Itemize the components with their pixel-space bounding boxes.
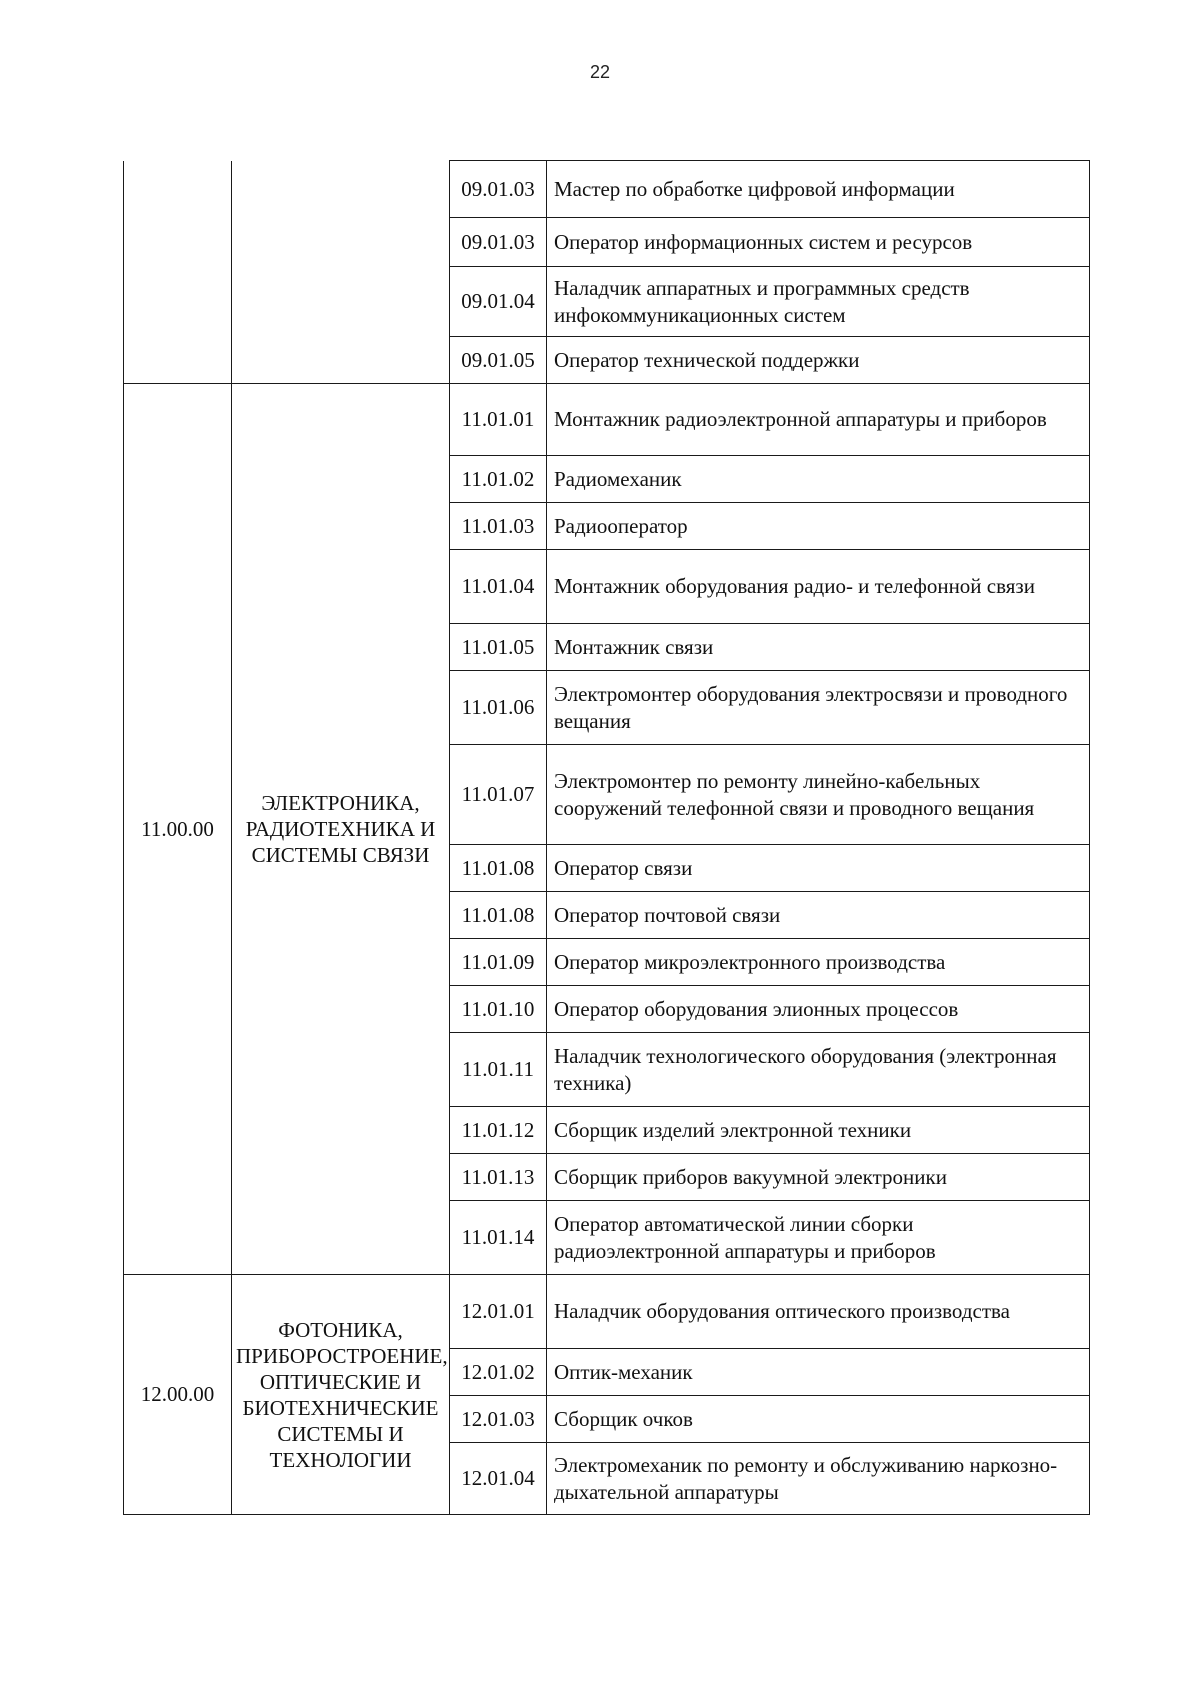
page-number: 22 (589, 62, 611, 82)
group-name-cell: ФОТОНИКА, ПРИБОРОСТРОЕНИЕ, ОПТИЧЕСКИЕ И БИОТЕХНИЧЕСКИЕ СИСТЕМЫ И ТЕХНОЛОГИИ (232, 1275, 450, 1515)
profession-code: 11.01.08 (450, 892, 547, 939)
profession-name: Оператор технической поддержки (547, 337, 1090, 384)
profession-code: 11.01.04 (450, 550, 547, 624)
table-row (124, 384, 1090, 456)
profession-name: Электромеханик по ремонту и обслуживанию наркозно-дыхательной аппаратуры (547, 1443, 1090, 1515)
profession-code: 11.01.07 (450, 745, 547, 845)
group-name-cell (232, 161, 450, 384)
profession-code: 11.01.03 (450, 503, 547, 550)
profession-name: Радиооператор (547, 503, 1090, 550)
profession-code: 09.01.04 (450, 267, 547, 337)
profession-code: 11.01.09 (450, 939, 547, 986)
table-row (124, 161, 1090, 218)
profession-code: 11.01.13 (450, 1154, 547, 1201)
profession-name: Сборщик очков (547, 1396, 1090, 1443)
profession-name: Электромонтер по ремонту линейно-кабельных сооружений телефонной связи и проводного вещания (547, 745, 1090, 845)
profession-name: Оператор почтовой связи (547, 892, 1090, 939)
profession-name: Сборщик изделий электронной техники (547, 1107, 1090, 1154)
profession-name: Монтажник радиоэлектронной аппаратуры и приборов (547, 384, 1090, 456)
profession-name: Оператор связи (547, 845, 1090, 892)
profession-name: Наладчик оборудования оптического производства (547, 1275, 1090, 1349)
profession-code: 09.01.03 (450, 161, 547, 218)
profession-code: 12.01.01 (450, 1275, 547, 1349)
group-code-cell: 11.00.00 (124, 384, 232, 1275)
profession-code: 11.01.06 (450, 671, 547, 745)
profession-name: Монтажник оборудования радио- и телефонной связи (547, 550, 1090, 624)
profession-name: Радиомеханик (547, 456, 1090, 503)
profession-code: 11.01.11 (450, 1033, 547, 1107)
table-row (124, 1275, 1090, 1349)
profession-name: Оператор микроэлектронного производства (547, 939, 1090, 986)
profession-name: Электромонтер оборудования электросвязи и проводного вещания (547, 671, 1090, 745)
profession-code: 11.01.02 (450, 456, 547, 503)
profession-code: 11.01.01 (450, 384, 547, 456)
profession-code: 11.01.12 (450, 1107, 547, 1154)
group-code-cell: 12.00.00 (124, 1275, 232, 1515)
profession-name: Мастер по обработке цифровой информации (547, 161, 1090, 218)
profession-code: 12.01.04 (450, 1443, 547, 1515)
profession-name: Оптик-механик (547, 1349, 1090, 1396)
profession-name: Наладчик аппаратных и программных средств инфокоммуникационных систем (547, 267, 1090, 337)
profession-code: 11.01.05 (450, 624, 547, 671)
profession-code: 11.01.10 (450, 986, 547, 1033)
profession-code: 12.01.03 (450, 1396, 547, 1443)
profession-code: 09.01.05 (450, 337, 547, 384)
profession-name: Монтажник связи (547, 624, 1090, 671)
group-code-cell (124, 161, 232, 384)
profession-name: Оператор оборудования элионных процессов (547, 986, 1090, 1033)
profession-name: Оператор автоматической линии сборки радиоэлектронной аппаратуры и приборов (547, 1201, 1090, 1275)
profession-name: Сборщик приборов вакуумной электроники (547, 1154, 1090, 1201)
profession-name: Оператор информационных систем и ресурсов (547, 218, 1090, 267)
profession-code: 09.01.03 (450, 218, 547, 267)
profession-name: Наладчик технологического оборудования (электронная техника) (547, 1033, 1090, 1107)
profession-code: 11.01.14 (450, 1201, 547, 1275)
profession-code: 12.01.02 (450, 1349, 547, 1396)
profession-code: 11.01.08 (450, 845, 547, 892)
professions-table (123, 160, 1090, 1515)
group-name-cell: ЭЛЕКТРОНИКА, РАДИОТЕХНИКА И СИСТЕМЫ СВЯЗИ (232, 384, 450, 1275)
